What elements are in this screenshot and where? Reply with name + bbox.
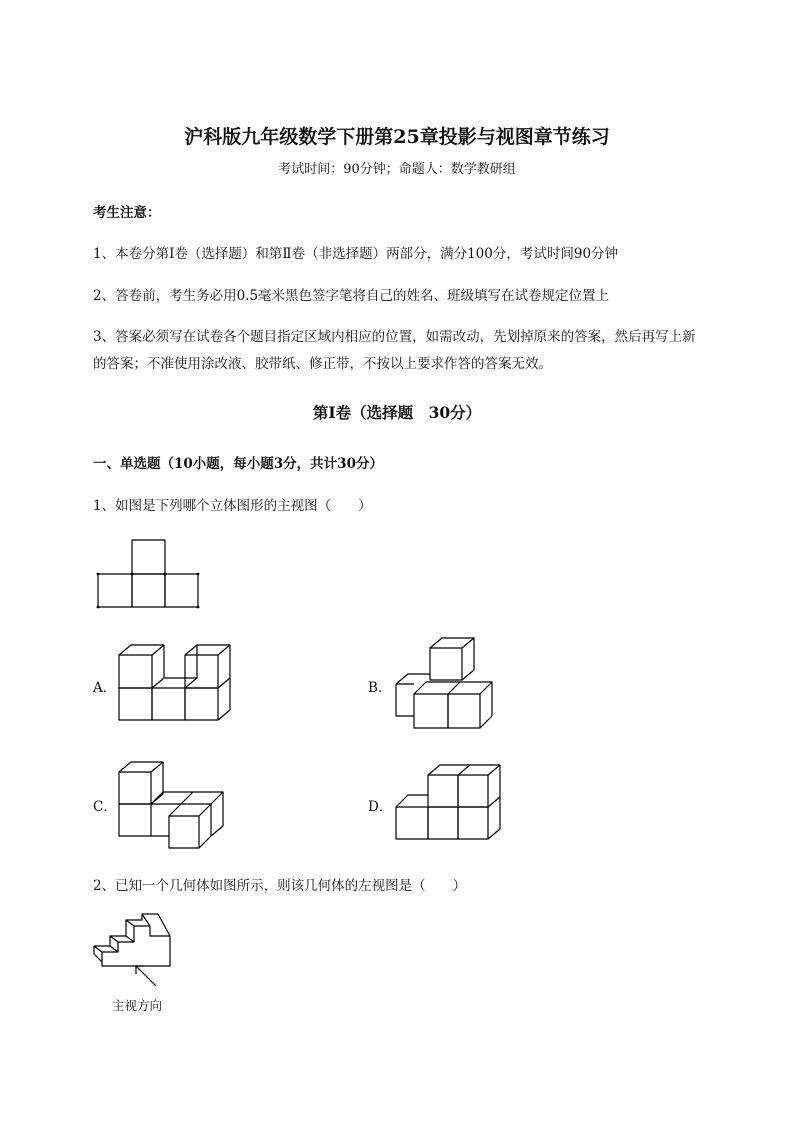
notice-item-3: 3、答案必须写在试卷各个题目指定区域内相应的位置，如需改动，先划掉原来的答案，然后再写上新 — [93, 329, 696, 345]
option-b-label[interactable]: B． — [368, 680, 392, 696]
notice-item-1: 1、本卷分第I卷（选择题）和第Ⅱ卷（非选择题）两部分，满分100分，考试时间90分钟 — [93, 246, 619, 262]
notice-heading: 考生注意： — [93, 205, 161, 221]
option-c-label[interactable]: C． — [93, 799, 117, 815]
question-1-stem: 1、如图是下列哪个立体图形的主视图（ ） — [93, 498, 372, 514]
view-direction-caption: 主视方向 — [112, 998, 163, 1013]
part-heading: 一、单选题（10小题，每小题3分，共计30分） — [93, 456, 383, 472]
question-1-front-view-figure — [96, 538, 202, 610]
option-c-figure[interactable] — [117, 760, 229, 850]
notice-item-2: 2、答卷前，考生务必用0.5毫米黑色签字笔将自己的姓名、班级填写在试卷规定位置上 — [93, 288, 610, 304]
page-title: 沪科版九年级数学下册第25章投影与视图章节练习 — [184, 126, 610, 148]
option-a-figure[interactable] — [117, 643, 237, 723]
option-d-label[interactable]: D． — [368, 799, 393, 815]
question-2-stem: 2、已知一个几何体如图所示，则该几何体的左视图是（ ） — [93, 878, 467, 894]
exam-info: 考试时间：90分钟；命题人：数学教研组 — [278, 162, 516, 177]
notice-item-3-cont: 的答案；不准使用涂改液、胶带纸、修正带，不按以上要求作答的答案无效。 — [93, 356, 552, 372]
section-title: 第I卷（选择题 30分） — [312, 403, 482, 422]
option-a-label[interactable]: A． — [93, 680, 117, 696]
option-b-figure[interactable] — [394, 636, 500, 732]
option-d-figure[interactable] — [394, 763, 504, 843]
question-2-solid-figure — [92, 912, 174, 990]
